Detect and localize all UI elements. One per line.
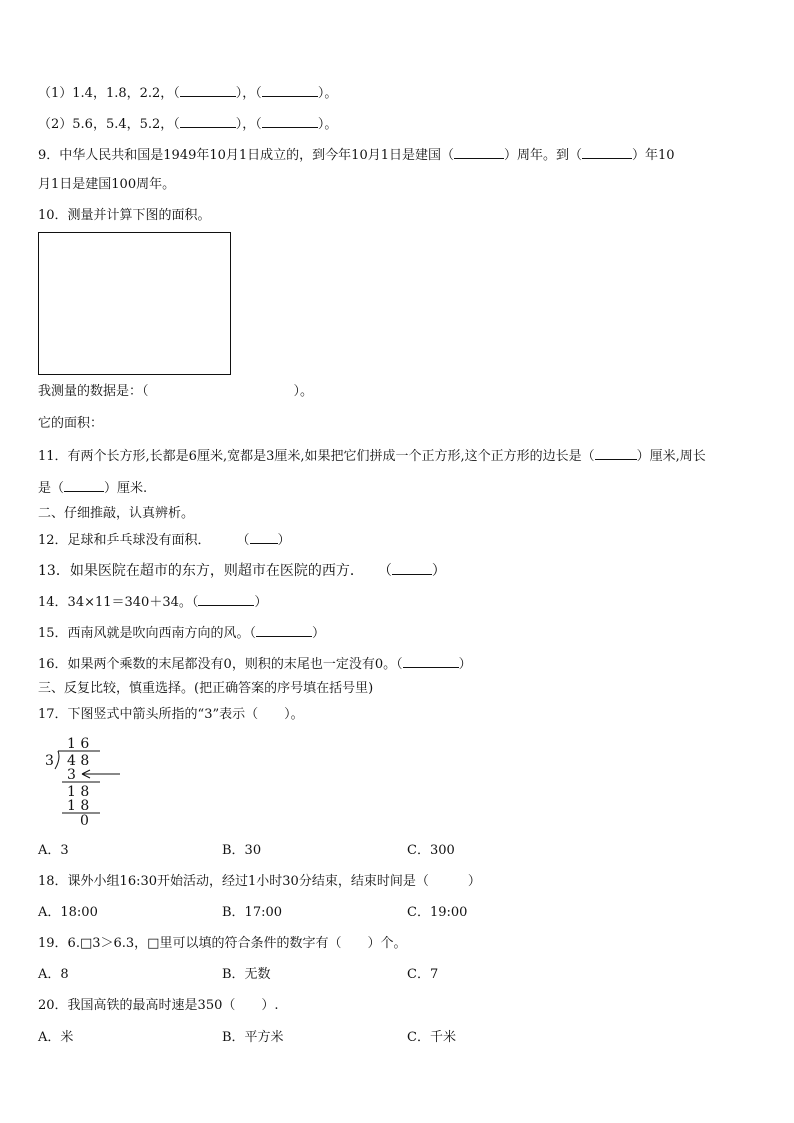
q19-option-c[interactable]: C．7 (407, 967, 439, 982)
answer-blank[interactable] (180, 115, 236, 128)
question-10: 10．测量并计算下图的面积。 (38, 208, 211, 223)
q17-option-c[interactable]: C．300 (407, 843, 455, 858)
q17-option-a[interactable]: A．3 (38, 843, 69, 858)
divisor-text: 3 (45, 753, 54, 769)
question-9-line1: 9．中华人民共和国是1949年10月1日成立的，到今年10月1日是建国（ ）周年。到（ ）年10 (38, 148, 675, 163)
q18-option-b[interactable]: B．17:00 (222, 905, 283, 920)
question-18: 18．课外小组16:30开始活动，经过1小时30分结束，结束时间是（ ） (38, 874, 481, 889)
answer-blank[interactable] (392, 562, 432, 575)
answer-blank[interactable] (180, 84, 236, 97)
q18-option-c[interactable]: C．19:00 (407, 905, 468, 920)
q20-option-b[interactable]: B．平方米 (222, 1030, 284, 1045)
answer-blank[interactable] (262, 115, 318, 128)
section-3-heading: 三、反复比较，慎重选择。(把正确答案的序号填在括号里) (38, 681, 374, 696)
answer-blank[interactable] (595, 447, 637, 460)
answer-blank[interactable] (250, 531, 278, 544)
final-remainder-text: 0 (80, 813, 89, 827)
answer-blank[interactable] (64, 479, 104, 492)
question-11-line1: 11．有两个长方形,长都是6厘米,宽都是3厘米,如果把它们拼成一个正方形,这个正方形的边长是（ ）厘米,周长 (38, 449, 706, 464)
quotient-text: 1 6 (67, 736, 90, 752)
question-9-line2: 月1日是建国100周年。 (38, 177, 176, 192)
measure-data-line: 我测量的数据是：（ ）。 (38, 384, 314, 399)
measure-rectangle (38, 232, 231, 375)
question-11-line2: 是（ ）厘米. (38, 481, 148, 496)
subtract-step-text: 3 (67, 767, 76, 783)
question-17: 17．下图竖式中箭头所指的“3”表示（ ）。 (38, 707, 304, 722)
question-13: 13．如果医院在超市的东方，则超市在医院的西方． （ ） (38, 563, 446, 579)
area-line: 它的面积： (38, 416, 104, 431)
subtract-step-text: 1 8 (67, 798, 90, 814)
question-12: 12．足球和乒乓球没有面积． （ ） (38, 533, 291, 548)
question-19: 19．6.□3＞6.3，□里可以填的符合条件的数字有（ ）个。 (38, 936, 407, 951)
answer-blank[interactable] (262, 84, 318, 97)
q19-option-a[interactable]: A．8 (38, 967, 69, 982)
division-bracket (55, 751, 59, 769)
section-2-heading: 二、仔细推敲，认真辨析。 (38, 506, 195, 521)
answer-blank[interactable] (454, 146, 504, 159)
q17-option-b[interactable]: B．30 (222, 843, 262, 858)
question-14: 14．34×11＝340＋34。（ ） (38, 595, 268, 610)
question-16: 16．如果两个乘数的末尾都没有0，则积的末尾也一定没有0。（ ） (38, 657, 472, 672)
q8-part2: （2）5.6，5.4，5.2，（ ），（ ）。 (38, 117, 338, 132)
q19-option-b[interactable]: B．无数 (222, 967, 271, 982)
answer-blank[interactable] (256, 624, 312, 637)
remainder-step-text: 1 8 (67, 784, 90, 800)
long-division-figure (40, 735, 140, 827)
answer-blank[interactable] (582, 146, 632, 159)
q8-part1: （1）1.4，1.8，2.2，（ ），（ ）。 (38, 86, 338, 101)
answer-blank[interactable] (198, 593, 254, 606)
question-20: 20．我国高铁的最高时速是350（ ）. (38, 998, 279, 1013)
q20-option-c[interactable]: C．千米 (407, 1030, 456, 1045)
q20-option-a[interactable]: A．米 (38, 1030, 74, 1045)
question-15: 15．西南风就是吹向西南方向的风。（ ） (38, 626, 326, 641)
q18-option-a[interactable]: A．18:00 (38, 905, 98, 920)
answer-blank[interactable] (403, 655, 459, 668)
dividend-text: 4 8 (67, 753, 90, 769)
